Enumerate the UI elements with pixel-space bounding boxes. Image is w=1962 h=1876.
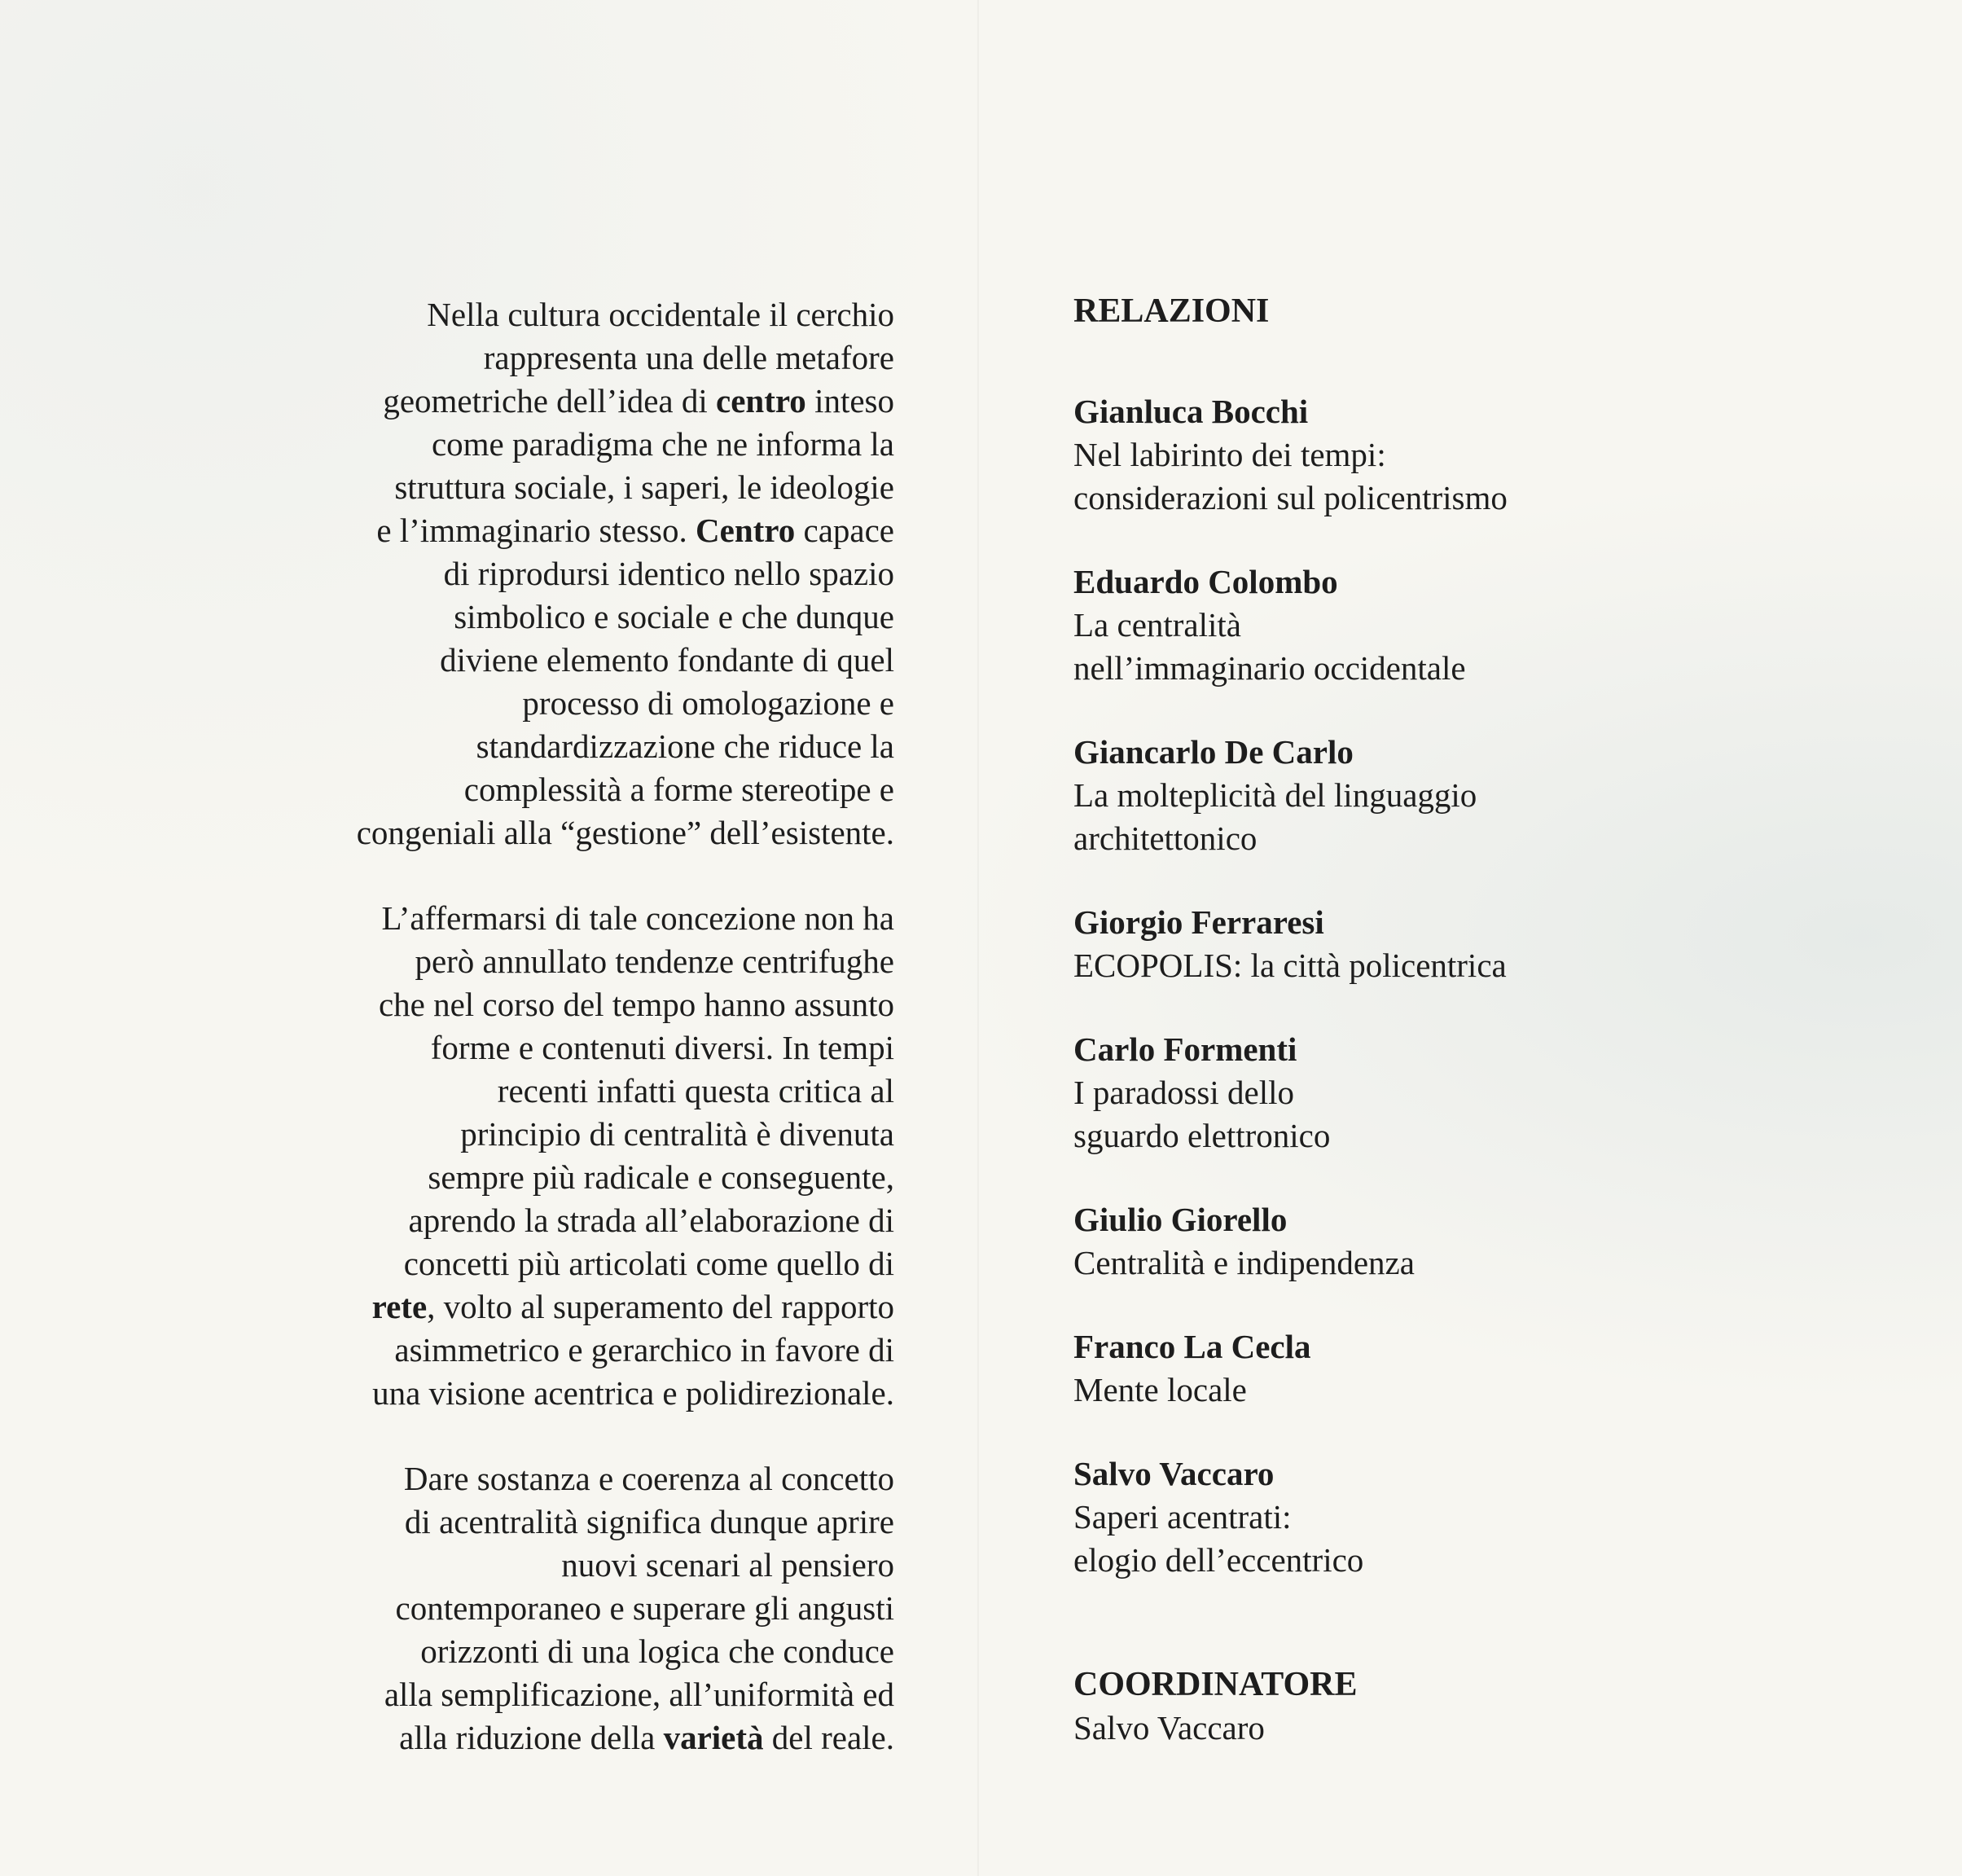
speaker-name: Giorgio Ferraresi [1073,903,1324,941]
intro-line [244,380,894,423]
intro-line [244,1673,894,1716]
speaker-entry [1073,731,1806,860]
intro-line [244,1113,894,1156]
intro-line [244,1329,894,1372]
text-segment: Nella cultura occidentale il cerchio [427,296,894,333]
intro-line [244,293,894,336]
intro-line [244,811,894,855]
intro-line [244,1630,894,1673]
text-segment: di riprodursi identico nello spazio [443,555,894,592]
text-segment: diviene elemento fondante di quel [440,641,894,679]
text-segment: complessità a forme stereotipe e [463,771,894,808]
intro-text [244,293,894,1802]
text-segment: che nel corso del tempo hanno assunto [378,986,894,1023]
text-segment: concetti più articolati come quello di [403,1245,894,1282]
speaker-entry [1073,390,1806,520]
speaker-name: Giulio Giorello [1073,1201,1288,1238]
text-segment: nuovi scenari al pensiero [561,1546,894,1584]
intro-line [244,1242,894,1285]
intro-line [244,1070,894,1113]
intro-line [244,768,894,811]
text-segment: rappresenta una delle metafore [483,339,894,376]
text-segment: come paradigma che ne informa la [431,425,894,463]
emphasized-term: varietà [663,1719,764,1756]
text-segment: sempre più radicale e conseguente, [428,1158,894,1196]
text-segment: di acentralità significa dunque aprire [404,1503,894,1540]
text-segment: congeniali alla “gestione” dell’esistente. [356,814,894,851]
emphasized-term: Centro [696,512,796,549]
intro-line [244,1716,894,1760]
intro-line [244,1285,894,1329]
text-segment: principio di centralità è divenuta [460,1115,894,1153]
text-segment: alla riduzione della [399,1719,664,1756]
intro-line [244,1544,894,1587]
speaker-name: Gianluca Bocchi [1073,393,1309,430]
intro-line [244,940,894,983]
text-segment: contemporaneo e superare gli angusti [395,1589,894,1627]
text-segment: però annullato tendenze centrifughe [415,942,894,980]
intro-line [244,1026,894,1070]
coordinatore-name: Salvo Vaccaro [1073,1709,1265,1746]
speaker-name: Carlo Formenti [1073,1030,1297,1068]
intro-line [244,1500,894,1544]
talk-title-line: architettonico [1073,819,1258,857]
intro-line [244,983,894,1026]
intro-line [244,1199,894,1242]
intro-line [244,725,894,768]
speaker-entry [1073,1198,1806,1285]
speaker-entry [1073,1028,1806,1158]
speaker-entry [1073,560,1806,690]
talk-title-line: Mente locale [1073,1371,1247,1408]
text-segment: struttura sociale, i saperi, le ideologie [394,468,894,506]
coordinatore-heading: COORDINATORE [1073,1666,1358,1703]
text-segment: una visione acentrica e polidirezionale. [372,1374,894,1412]
emphasized-term: centro [716,382,806,420]
talk-title-line: Centralità e indipendenza [1073,1244,1415,1281]
intro-line [244,1156,894,1199]
intro-line [244,639,894,682]
text-segment: forme e contenuti diversi. In tempi [430,1029,894,1066]
intro-line [244,509,894,552]
intro-line [244,1457,894,1500]
speaker-name: Franco La Cecla [1073,1328,1311,1365]
page-fold [977,0,979,1876]
text-segment: processo di omologazione e [522,684,894,722]
intro-paragraph [244,1457,894,1760]
text-segment: aprendo la strada all’elaborazione di [408,1202,894,1239]
speaker-entry [1073,901,1806,987]
speaker-entry [1073,1452,1806,1582]
talk-title-line: Nel labirinto dei tempi: [1073,436,1386,473]
speakers-list [1073,390,1806,1582]
intro-line [244,423,894,466]
speaker-name: Eduardo Colombo [1073,563,1338,600]
text-segment: asimmetrico e gerarchico in favore di [394,1331,894,1369]
text-segment: orizzonti di una logica che conduce [420,1632,894,1670]
talk-title-line: elogio dell’eccentrico [1073,1541,1364,1579]
talk-title-line: La molteplicità del linguaggio [1073,776,1477,814]
talk-title-line: I paradossi dello [1073,1074,1294,1111]
text-segment: L’affermarsi di tale concezione non ha [381,899,894,937]
text-segment: Dare sostanza e coerenza al concetto [403,1460,894,1497]
intro-line [244,595,894,639]
intro-line [244,1372,894,1415]
talk-title-line: Saperi acentrati: [1073,1498,1292,1536]
talk-title-line: La centralità [1073,606,1242,644]
speaker-name: Giancarlo De Carlo [1073,733,1354,771]
text-segment: recenti infatti questa critica al [497,1072,894,1109]
text-segment: e l’immaginario stesso. [376,512,696,549]
text-segment: alla semplificazione, all’uniformità ed [384,1676,894,1713]
speaker-entry [1073,1325,1806,1412]
intro-line [244,1587,894,1630]
intro-line [244,897,894,940]
text-segment: del reale. [763,1719,894,1756]
intro-line [244,552,894,595]
intro-line [244,466,894,509]
talk-title-line: considerazioni sul policentrismo [1073,479,1508,516]
program-list [1073,290,1806,1750]
relazioni-heading: RELAZIONI [1073,292,1270,330]
coordinatore-section [1073,1663,1806,1750]
intro-line [244,336,894,380]
text-segment: simbolico e sociale e che dunque [454,598,894,635]
intro-paragraph [244,897,894,1415]
emphasized-term: rete [371,1288,428,1325]
text-segment: capace [795,512,894,549]
intro-line [244,682,894,725]
talk-title-line: sguardo elettronico [1073,1117,1331,1154]
intro-paragraph [244,293,894,855]
text-segment: standardizzazione che riduce la [476,727,894,765]
text-segment: inteso [805,382,894,420]
talk-title-line: nell’immaginario occidentale [1073,649,1466,687]
talk-title-line: ECOPOLIS: la città policentrica [1073,947,1507,984]
text-segment: , volto al superamento del rapporto [427,1288,894,1325]
speaker-name: Salvo Vaccaro [1073,1455,1275,1492]
text-segment: geometriche dell’idea di [383,382,716,420]
